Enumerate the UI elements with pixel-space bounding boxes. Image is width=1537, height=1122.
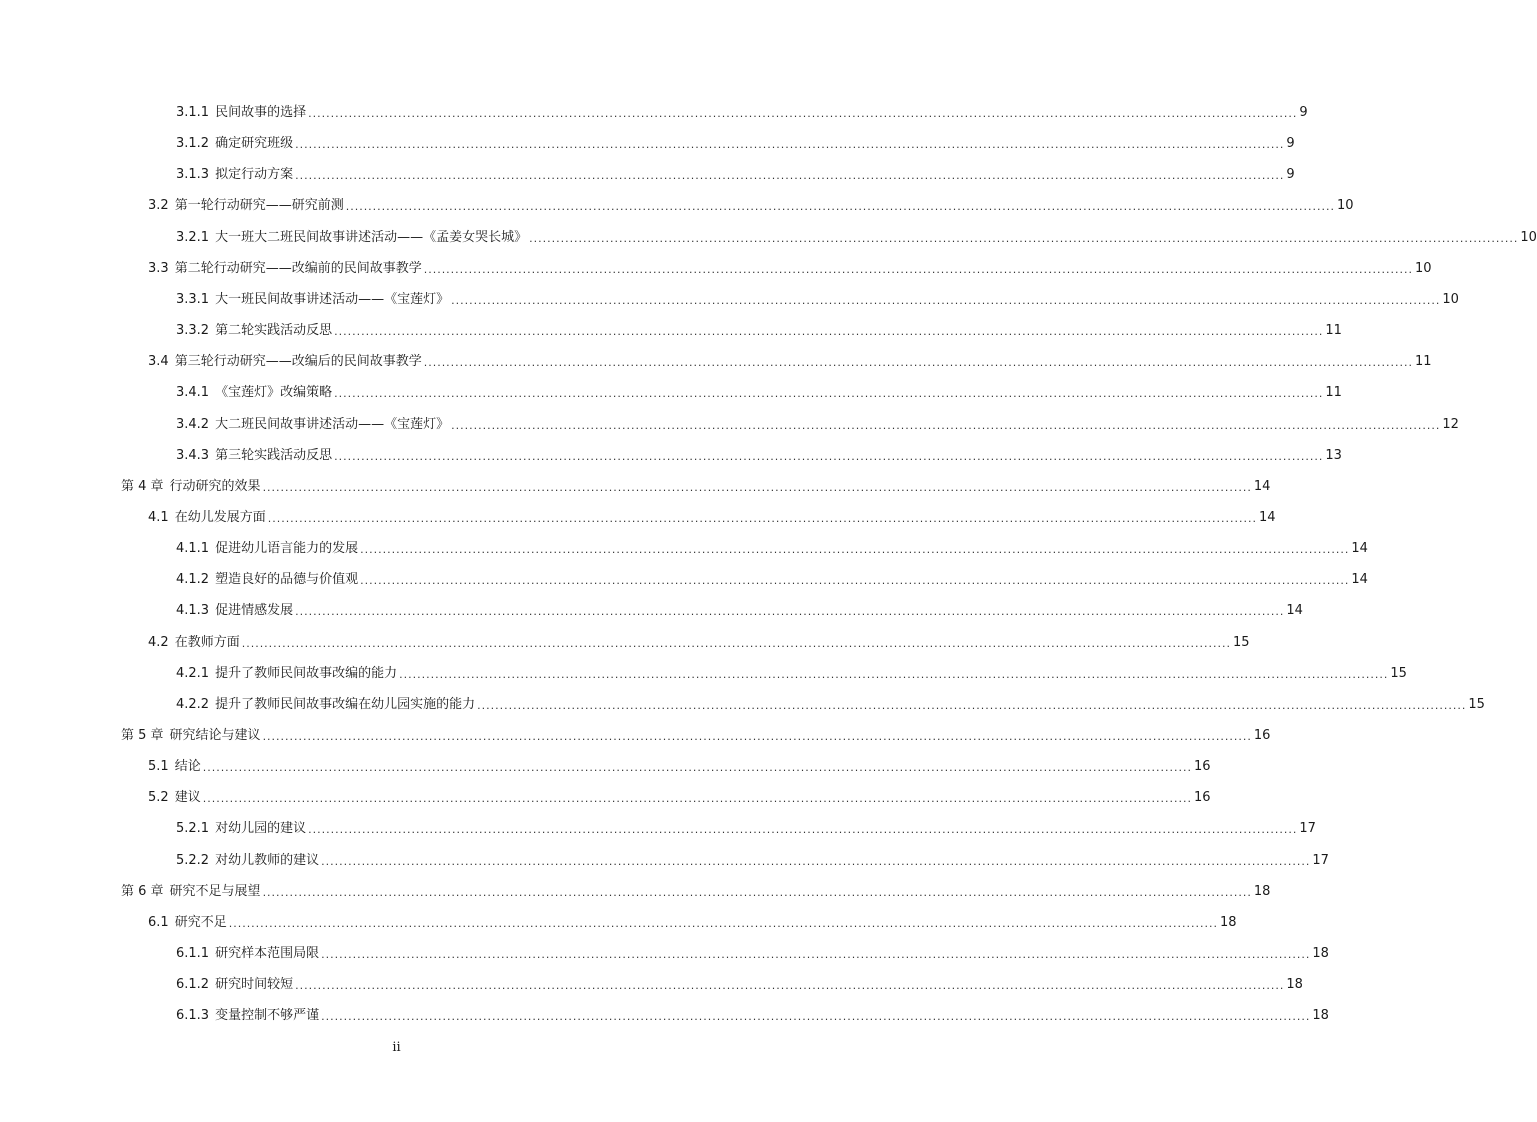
toc-entry-number: 3.4.2 — [176, 416, 210, 432]
toc-entry-number: 6.1 — [148, 914, 169, 930]
toc-entry-number: 3.1.1 — [176, 105, 210, 120]
toc-entry-page: 10 — [1442, 291, 1459, 307]
toc-entry[interactable] — [176, 287, 1459, 309]
toc-entry-number: 6.1.3 — [176, 1008, 210, 1024]
toc-entry[interactable] — [121, 879, 1271, 901]
toc-entry[interactable] — [148, 630, 1250, 652]
toc-entry-title: 促进幼儿语言能力的发展 — [215, 541, 359, 557]
dot-leader: ............................................................................................................................................................................................................................ — [321, 854, 1311, 868]
toc-entry-page: 10 — [1520, 229, 1537, 245]
toc-entry[interactable] — [148, 754, 1211, 776]
toc-entry-page: 12 — [1442, 416, 1459, 432]
dot-leader: ............................................................................................................................................................................................................................ — [321, 1010, 1311, 1024]
dot-leader: ............................................................................................................................................................................................................................ — [267, 511, 1257, 525]
dot-leader: ............................................................................................................................................................................................................................ — [451, 293, 1441, 307]
dot-leader: ............................................................................................................................................................................................................................ — [321, 948, 1311, 962]
toc-entry-number: 5.2 — [148, 790, 169, 806]
toc-entry-number: 4.1.2 — [176, 572, 210, 588]
dot-leader: ............................................................................................................................................................................................................................ — [451, 418, 1441, 432]
toc-entry[interactable] — [176, 443, 1342, 465]
toc-entry-page: 14 — [1253, 478, 1271, 494]
toc-entry[interactable] — [176, 536, 1368, 558]
dot-leader: ............................................................................................................................................................................................................................ — [295, 169, 1285, 183]
dot-leader: ............................................................................................................................................................................................................................ — [262, 885, 1252, 899]
toc-entry-page: 14 — [1286, 603, 1303, 619]
dot-leader: ............................................................................................................................................................................................................................ — [423, 356, 1413, 370]
toc-entry-title: 大一班大二班民间故事讲述活动——《孟姜女哭长城》 — [215, 229, 528, 245]
toc-entry[interactable] — [176, 941, 1329, 963]
toc-entry[interactable] — [176, 1003, 1329, 1025]
toc-entry-number: 3.3 — [148, 260, 169, 276]
dot-leader: ............................................................................................................................................................................................................................ — [345, 200, 1335, 214]
toc-entry-title: 变量控制不够严谨 — [215, 1008, 320, 1024]
toc-entry-page: 9 — [1286, 167, 1295, 183]
toc-entry-page: 11 — [1325, 385, 1342, 401]
toc-entry-number: 3.4.3 — [176, 447, 210, 463]
toc-entry-number: 3.4.1 — [176, 385, 210, 401]
toc-entry-number: 第 4 章 — [121, 478, 164, 494]
dot-leader: ............................................................................................................................................................................................................................ — [202, 792, 1192, 806]
toc-entry-title: 拟定行动方案 — [215, 167, 294, 183]
toc-entry[interactable] — [176, 380, 1342, 402]
toc-entry-number: 3.1.2 — [176, 136, 210, 152]
toc-entry[interactable] — [176, 162, 1295, 184]
dot-leader: ............................................................................................................................................................................................................................ — [295, 138, 1285, 152]
toc-entry-page: 18 — [1312, 1008, 1329, 1024]
dot-leader: ............................................................................................................................................................................................................................ — [295, 979, 1285, 993]
toc-entry-page: 18 — [1312, 946, 1329, 962]
toc-entry-title: 塑造良好的品德与价值观 — [215, 572, 359, 588]
toc-entry-page: 13 — [1325, 447, 1342, 463]
toc-entry-page: 10 — [1414, 260, 1432, 276]
toc-entry-title: 提升了教师民间故事改编在幼儿园实施的能力 — [215, 696, 476, 712]
dot-leader: ............................................................................................................................................................................................................................ — [262, 730, 1252, 743]
dot-leader: ............................................................................................................................................................................................................................ — [295, 605, 1285, 619]
toc-entry-title: 行动研究的效果 — [169, 478, 261, 494]
toc-entry-title: 对幼儿教师的建议 — [215, 852, 320, 868]
toc-entry-title: 提升了教师民间故事改编的能力 — [215, 665, 398, 681]
dot-leader: ............................................................................................................................................................................................................................ — [241, 636, 1231, 650]
toc-entry-number: 5.1 — [148, 759, 169, 775]
toc-entry-number: 3.1.3 — [176, 167, 210, 183]
dot-leader: ............................................................................................................................................................................................................................ — [477, 698, 1467, 712]
toc-entry-number: 3.2 — [148, 198, 169, 214]
toc-entry[interactable] — [121, 723, 1271, 745]
page-number: ii — [392, 1040, 401, 1055]
toc-entry-title: 研究时间较短 — [215, 977, 294, 993]
dot-leader: ............................................................................................................................................................................................................................ — [423, 262, 1413, 276]
dot-leader: ............................................................................................................................................................................................................................ — [360, 543, 1350, 557]
toc-entry[interactable] — [176, 412, 1459, 434]
toc-entry[interactable] — [148, 785, 1211, 807]
toc-entry-title: 《宝莲灯》改编策略 — [215, 385, 333, 401]
toc-entry-number: 4.1 — [148, 509, 169, 525]
toc-entry-number: 4.1.1 — [176, 541, 210, 557]
toc-entry-number: 3.2.1 — [176, 229, 210, 245]
toc-entry-title: 结论 — [174, 759, 201, 775]
toc-entry[interactable] — [176, 100, 1308, 122]
toc-entry-number: 第 5 章 — [121, 728, 164, 743]
toc-entry-page: 16 — [1193, 790, 1211, 806]
toc-entry-page: 9 — [1286, 136, 1295, 152]
toc-entry-title: 促进情感发展 — [215, 603, 294, 619]
toc-entry[interactable] — [148, 910, 1237, 932]
toc-entry-title: 第三轮行动研究——改编后的民间故事教学 — [174, 354, 422, 370]
toc-entry[interactable] — [176, 567, 1368, 589]
toc-entry-number: 5.2.1 — [176, 821, 210, 837]
toc-entry-page: 15 — [1468, 696, 1485, 712]
toc-entry[interactable] — [148, 349, 1432, 371]
toc-entry-number: 6.1.2 — [176, 977, 210, 993]
toc-entry-page: 15 — [1390, 665, 1407, 681]
toc-entry-number: 3.4 — [148, 354, 169, 370]
toc-entry-number: 6.1.1 — [176, 946, 210, 962]
toc-entry[interactable] — [176, 598, 1303, 620]
toc-entry-title: 研究不足与展望 — [169, 883, 261, 899]
dot-leader: ............................................................................................................................................................................................................................ — [334, 449, 1324, 463]
toc-entry-page: 17 — [1299, 821, 1316, 837]
toc-entry-page: 17 — [1312, 852, 1329, 868]
toc-entry-page: 11 — [1414, 354, 1432, 370]
toc-entry-number: 5.2.2 — [176, 852, 210, 868]
toc-entry[interactable] — [176, 661, 1407, 683]
toc-entry-title: 大二班民间故事讲述活动——《宝莲灯》 — [215, 416, 450, 432]
dot-leader: ............................................................................................................................................................................................................................ — [308, 823, 1298, 837]
toc-entry[interactable] — [121, 474, 1271, 496]
toc-entry[interactable] — [176, 131, 1295, 153]
toc-entry[interactable] — [176, 318, 1342, 340]
toc-entry-number: 4.1.3 — [176, 603, 210, 619]
dot-leader: ............................................................................................................................................................................................................................ — [308, 107, 1298, 120]
toc-entry-page: 14 — [1351, 541, 1368, 557]
toc-entry-title: 第三轮实践活动反思 — [215, 447, 333, 463]
toc-entry-page: 10 — [1336, 198, 1354, 214]
toc-entry-page: 16 — [1253, 728, 1271, 743]
toc-entry[interactable] — [176, 692, 1485, 714]
toc-entry[interactable] — [176, 816, 1316, 838]
toc-entry-title: 在幼儿发展方面 — [174, 509, 266, 525]
toc-entry-number: 第 6 章 — [121, 883, 164, 899]
toc-entry-page: 15 — [1232, 634, 1250, 650]
toc-entry-title: 研究不足 — [174, 914, 227, 930]
toc-entry-title: 大一班民间故事讲述活动——《宝莲灯》 — [215, 291, 450, 307]
toc-entry[interactable] — [176, 225, 1537, 247]
toc-entry-title: 第二轮实践活动反思 — [215, 323, 333, 339]
dot-leader: ............................................................................................................................................................................................................................ — [360, 574, 1350, 588]
toc-entry-page: 11 — [1325, 323, 1342, 339]
toc-entry-number: 4.2.2 — [176, 696, 210, 712]
toc-entry-number: 3.3.1 — [176, 291, 210, 307]
toc-entry[interactable] — [176, 972, 1303, 994]
dot-leader: ............................................................................................................................................................................................................................ — [529, 231, 1519, 245]
toc-entry-title: 在教师方面 — [174, 634, 240, 650]
dot-leader: ............................................................................................................................................................................................................................ — [202, 761, 1192, 775]
toc-entry-page: 14 — [1351, 572, 1368, 588]
toc-entry-page: 18 — [1253, 883, 1271, 899]
toc-entry-page: 9 — [1299, 105, 1308, 120]
toc-entry-number: 4.2 — [148, 634, 169, 650]
toc-entry-title: 第二轮行动研究——改编前的民间故事教学 — [174, 260, 422, 276]
toc-entry-page: 18 — [1286, 977, 1303, 993]
dot-leader: ............................................................................................................................................................................................................................ — [334, 325, 1324, 339]
toc-entry-number: 3.3.2 — [176, 323, 210, 339]
toc-entry-number: 4.2.1 — [176, 665, 210, 681]
toc-entry[interactable] — [176, 848, 1329, 870]
toc-entry-title: 确定研究班级 — [215, 136, 294, 152]
toc-entry-page: 14 — [1258, 509, 1276, 525]
toc-entry-page: 18 — [1219, 914, 1237, 930]
dot-leader: ............................................................................................................................................................................................................................ — [334, 387, 1324, 401]
dot-leader: ............................................................................................................................................................................................................................ — [228, 916, 1218, 930]
dot-leader: ............................................................................................................................................................................................................................ — [262, 480, 1252, 494]
toc-entry-title: 建议 — [174, 790, 201, 806]
toc-entry-title: 民间故事的选择 — [215, 105, 307, 120]
toc-entry-title: 对幼儿园的建议 — [215, 821, 307, 837]
toc-entry-title: 第一轮行动研究——研究前测 — [174, 198, 344, 214]
dot-leader: ............................................................................................................................................................................................................................ — [399, 667, 1389, 681]
toc-entry[interactable] — [148, 256, 1432, 278]
toc-entry[interactable] — [148, 505, 1276, 527]
toc-entry-title: 研究结论与建议 — [169, 728, 261, 743]
toc-entry[interactable] — [148, 193, 1354, 215]
toc-entry-title: 研究样本范围局限 — [215, 946, 320, 962]
toc-entry-page: 16 — [1193, 759, 1211, 775]
